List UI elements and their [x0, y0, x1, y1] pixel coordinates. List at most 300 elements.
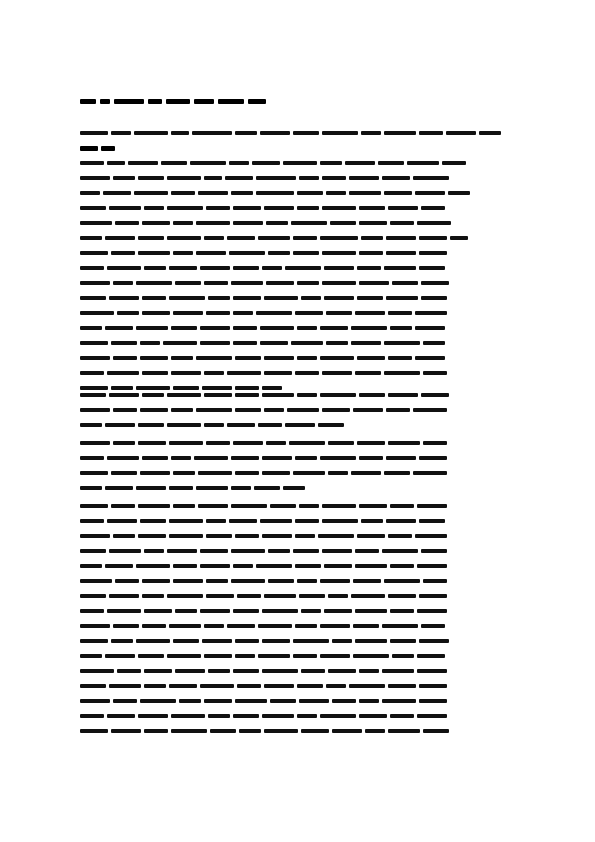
text-word — [169, 296, 205, 300]
text-word — [179, 699, 201, 703]
text-line — [80, 593, 514, 599]
text-word — [384, 191, 412, 195]
text-word — [421, 549, 447, 553]
text-word — [386, 519, 416, 523]
text-word — [111, 639, 133, 643]
text-word — [103, 191, 131, 195]
text-word — [237, 594, 261, 598]
text-word — [322, 549, 352, 553]
text-word — [80, 699, 110, 703]
text-word — [355, 564, 387, 568]
text-word — [173, 311, 203, 315]
text-word — [142, 456, 168, 460]
title-word — [148, 99, 162, 104]
text-word — [190, 161, 226, 165]
text-word — [301, 669, 325, 673]
text-word — [262, 456, 292, 460]
text-word — [194, 456, 228, 460]
text-word — [423, 441, 447, 445]
text-word — [359, 456, 383, 460]
text-word — [109, 594, 139, 598]
text-word — [235, 386, 259, 390]
text-word — [113, 699, 137, 703]
text-word — [105, 654, 135, 658]
title-word — [166, 99, 190, 104]
text-line — [80, 608, 514, 614]
text-word — [80, 549, 106, 553]
text-word — [163, 341, 197, 345]
text-word — [264, 296, 298, 300]
text-word — [295, 564, 321, 568]
text-word — [107, 456, 139, 460]
text-word — [283, 161, 317, 165]
text-word — [322, 371, 352, 375]
text-word — [328, 669, 356, 673]
text-word — [423, 729, 449, 733]
text-word — [390, 504, 414, 508]
text-word — [196, 251, 226, 255]
text-word — [140, 519, 166, 523]
text-word — [204, 624, 224, 628]
text-word — [293, 471, 325, 475]
text-word — [167, 549, 197, 553]
text-word — [204, 236, 224, 240]
text-word — [382, 624, 418, 628]
text-word — [227, 371, 261, 375]
text-word — [171, 408, 193, 412]
text-word — [208, 296, 230, 300]
text-word — [384, 371, 420, 375]
text-word — [233, 441, 263, 445]
text-word — [415, 326, 445, 330]
text-word — [80, 534, 110, 538]
text-word — [357, 266, 381, 270]
text-word — [297, 326, 317, 330]
text-word — [138, 176, 164, 180]
text-word — [206, 441, 230, 445]
text-word — [144, 266, 166, 270]
text-word — [80, 176, 110, 180]
text-word — [233, 609, 259, 613]
text-word — [384, 471, 410, 475]
text-word — [415, 534, 447, 538]
text-word — [233, 564, 253, 568]
text-word — [359, 206, 385, 210]
text-word — [386, 236, 416, 240]
text-word — [142, 624, 166, 628]
text-word — [378, 161, 404, 165]
text-word — [419, 266, 445, 270]
text-word — [105, 423, 135, 427]
text-word — [229, 161, 249, 165]
text-word — [268, 251, 290, 255]
text-word — [322, 131, 358, 135]
text-word — [204, 176, 222, 180]
text-word — [80, 251, 108, 255]
text-word — [136, 386, 170, 390]
text-word — [349, 191, 381, 195]
text-word — [479, 131, 501, 135]
text-word — [80, 393, 106, 397]
text-word — [227, 624, 255, 628]
text-word — [167, 176, 201, 180]
text-word — [169, 486, 193, 490]
text-word — [332, 729, 362, 733]
text-word — [266, 281, 294, 285]
text-word — [140, 471, 170, 475]
text-word — [105, 326, 133, 330]
text-word — [390, 326, 412, 330]
text-word — [417, 609, 447, 613]
text-word — [320, 654, 350, 658]
text-word — [326, 341, 348, 345]
text-word — [266, 221, 288, 225]
text-word — [359, 393, 385, 397]
text-word — [229, 251, 265, 255]
text-line — [80, 683, 514, 689]
text-word — [109, 206, 141, 210]
text-word — [107, 371, 139, 375]
text-word — [299, 176, 319, 180]
text-word — [413, 176, 449, 180]
text-word — [330, 221, 356, 225]
text-word — [388, 594, 416, 598]
text-word — [206, 579, 228, 583]
text-word — [107, 609, 141, 613]
text-word — [105, 486, 133, 490]
text-word — [80, 296, 106, 300]
text-word — [328, 441, 354, 445]
text-word — [264, 206, 294, 210]
text-word — [105, 564, 133, 568]
text-word — [233, 311, 253, 315]
text-word — [262, 393, 294, 397]
text-word — [295, 534, 315, 538]
text-word — [318, 423, 344, 427]
text-word — [256, 311, 292, 315]
text-word — [328, 594, 348, 598]
text-word — [415, 191, 445, 195]
text-word — [419, 456, 447, 460]
text-line — [80, 340, 514, 346]
text-word — [138, 534, 166, 538]
text-word — [332, 639, 352, 643]
text-line — [80, 220, 514, 226]
text-word — [111, 729, 141, 733]
text-word — [264, 684, 294, 688]
text-word — [231, 579, 265, 583]
text-word — [171, 131, 189, 135]
text-word — [320, 714, 356, 718]
text-word — [113, 408, 137, 412]
text-word — [109, 684, 141, 688]
text-line — [80, 713, 514, 719]
text-word — [293, 236, 317, 240]
text-word — [173, 579, 203, 583]
text-word — [388, 393, 418, 397]
text-word — [322, 504, 356, 508]
text-word — [80, 423, 102, 427]
text-word — [140, 341, 160, 345]
text-word — [353, 624, 379, 628]
text-word — [386, 456, 416, 460]
text-word — [421, 393, 449, 397]
text-word — [270, 504, 296, 508]
text-word — [169, 684, 197, 688]
text-word — [208, 714, 230, 718]
text-word — [175, 609, 197, 613]
text-word — [413, 471, 447, 475]
text-word — [262, 386, 282, 390]
text-word — [111, 504, 135, 508]
text-word — [231, 549, 265, 553]
text-word — [204, 699, 232, 703]
text-word — [301, 609, 321, 613]
text-word — [80, 356, 110, 360]
text-word — [384, 341, 420, 345]
text-word — [134, 191, 168, 195]
text-word — [357, 296, 383, 300]
text-line — [80, 455, 514, 461]
text-word — [417, 669, 447, 673]
text-word — [419, 699, 447, 703]
text-word — [196, 356, 232, 360]
text-word — [264, 356, 294, 360]
text-word — [233, 206, 261, 210]
text-word — [388, 441, 420, 445]
text-line — [80, 470, 514, 476]
text-word — [173, 386, 199, 390]
text-word — [235, 639, 259, 643]
text-word — [109, 296, 139, 300]
paragraph-1 — [80, 130, 514, 160]
text-word — [419, 251, 447, 255]
text-word — [365, 729, 385, 733]
text-word — [322, 281, 356, 285]
text-word — [262, 609, 298, 613]
text-word — [109, 393, 139, 397]
text-word — [138, 441, 166, 445]
text-word — [361, 236, 383, 240]
text-word — [142, 311, 170, 315]
text-word — [173, 639, 199, 643]
text-word — [382, 699, 416, 703]
text-line — [80, 440, 514, 446]
text-word — [417, 221, 451, 225]
text-word — [138, 251, 170, 255]
text-word — [320, 356, 354, 360]
text-word — [233, 341, 257, 345]
text-word — [260, 341, 288, 345]
text-word — [167, 206, 203, 210]
text-word — [80, 456, 104, 460]
text-word — [138, 236, 164, 240]
text-word — [204, 393, 232, 397]
text-word — [235, 131, 257, 135]
text-word — [392, 281, 418, 285]
text-word — [80, 486, 102, 490]
text-word — [200, 684, 234, 688]
text-word — [295, 311, 323, 315]
text-word — [297, 206, 319, 210]
text-word — [192, 131, 232, 135]
text-word — [140, 408, 168, 412]
text-line — [80, 205, 514, 211]
text-word — [227, 236, 255, 240]
text-word — [390, 564, 414, 568]
text-word — [359, 504, 387, 508]
text-word — [450, 236, 468, 240]
text-word — [349, 176, 379, 180]
text-word — [80, 654, 102, 658]
text-word — [260, 131, 290, 135]
text-word — [233, 714, 259, 718]
text-word — [111, 131, 131, 135]
text-word — [138, 423, 164, 427]
text-word — [167, 423, 201, 427]
text-line — [80, 503, 514, 509]
text-word — [167, 594, 203, 598]
text-word — [320, 624, 350, 628]
text-word — [169, 441, 203, 445]
text-word — [111, 341, 137, 345]
text-word — [382, 549, 418, 553]
text-word — [332, 699, 356, 703]
text-word — [136, 639, 170, 643]
text-word — [80, 609, 104, 613]
text-word — [235, 534, 259, 538]
text-word — [235, 699, 267, 703]
text-word — [353, 579, 381, 583]
text-word — [293, 131, 319, 135]
text-word — [355, 371, 381, 375]
text-word — [351, 471, 381, 475]
text-word — [142, 371, 168, 375]
text-word — [80, 281, 110, 285]
text-word — [417, 714, 447, 718]
text-word — [142, 393, 164, 397]
text-word — [80, 684, 106, 688]
text-word — [169, 624, 201, 628]
text-word — [320, 161, 342, 165]
text-word — [117, 311, 139, 315]
text-word — [301, 296, 321, 300]
title-word — [248, 99, 266, 104]
text-word — [80, 161, 104, 165]
text-word — [299, 504, 319, 508]
text-line — [80, 385, 514, 391]
text-word — [233, 266, 259, 270]
text-line — [80, 310, 514, 316]
text-word — [144, 206, 164, 210]
text-word — [320, 579, 350, 583]
text-word — [353, 408, 383, 412]
text-word — [285, 266, 321, 270]
text-word — [264, 408, 284, 412]
text-word — [204, 371, 224, 375]
text-line — [80, 548, 514, 554]
text-word — [80, 311, 114, 315]
text-word — [80, 624, 110, 628]
text-word — [423, 579, 447, 583]
text-line — [80, 422, 514, 428]
text-word — [324, 564, 352, 568]
text-word — [171, 356, 193, 360]
text-word — [200, 266, 230, 270]
text-word — [225, 176, 253, 180]
paragraph-2 — [80, 160, 514, 400]
text-word — [80, 191, 100, 195]
text-line — [80, 235, 514, 241]
text-word — [80, 236, 102, 240]
title-word — [194, 99, 214, 104]
text-word — [322, 206, 356, 210]
text-word — [80, 564, 102, 568]
text-word — [384, 131, 416, 135]
text-word — [231, 281, 263, 285]
text-word — [107, 161, 125, 165]
text-word — [390, 221, 414, 225]
text-word — [196, 486, 228, 490]
text-word — [299, 699, 329, 703]
text-word — [301, 729, 329, 733]
text-word — [235, 471, 259, 475]
title-word — [218, 99, 244, 104]
text-word — [80, 504, 108, 508]
text-word — [200, 609, 230, 613]
text-word — [262, 714, 294, 718]
text-word — [351, 341, 381, 345]
text-word — [111, 251, 135, 255]
text-word — [361, 131, 381, 135]
text-word — [233, 221, 263, 225]
text-word — [136, 326, 168, 330]
text-word — [442, 161, 466, 165]
text-word — [80, 579, 112, 583]
text-word — [293, 654, 317, 658]
text-word — [169, 266, 197, 270]
text-word — [388, 729, 420, 733]
text-word — [233, 326, 257, 330]
text-word — [107, 266, 141, 270]
text-word — [229, 519, 257, 523]
text-word — [173, 564, 197, 568]
text-word — [113, 534, 135, 538]
text-word — [173, 251, 193, 255]
text-line — [80, 145, 514, 151]
text-word — [355, 311, 385, 315]
text-word — [111, 386, 133, 390]
paragraph-5 — [80, 503, 514, 743]
text-word — [80, 408, 110, 412]
text-word — [355, 609, 387, 613]
text-word — [233, 296, 261, 300]
text-word — [196, 408, 232, 412]
paragraph-4 — [80, 440, 514, 500]
paragraph-3 — [80, 392, 514, 437]
text-word — [113, 281, 133, 285]
text-word — [384, 579, 420, 583]
text-word — [80, 266, 104, 270]
text-word — [357, 356, 385, 360]
text-word — [357, 534, 385, 538]
text-word — [262, 669, 298, 673]
text-line — [80, 160, 514, 166]
text-word — [415, 356, 445, 360]
text-word — [388, 356, 412, 360]
text-word — [382, 669, 414, 673]
text-word — [210, 729, 236, 733]
